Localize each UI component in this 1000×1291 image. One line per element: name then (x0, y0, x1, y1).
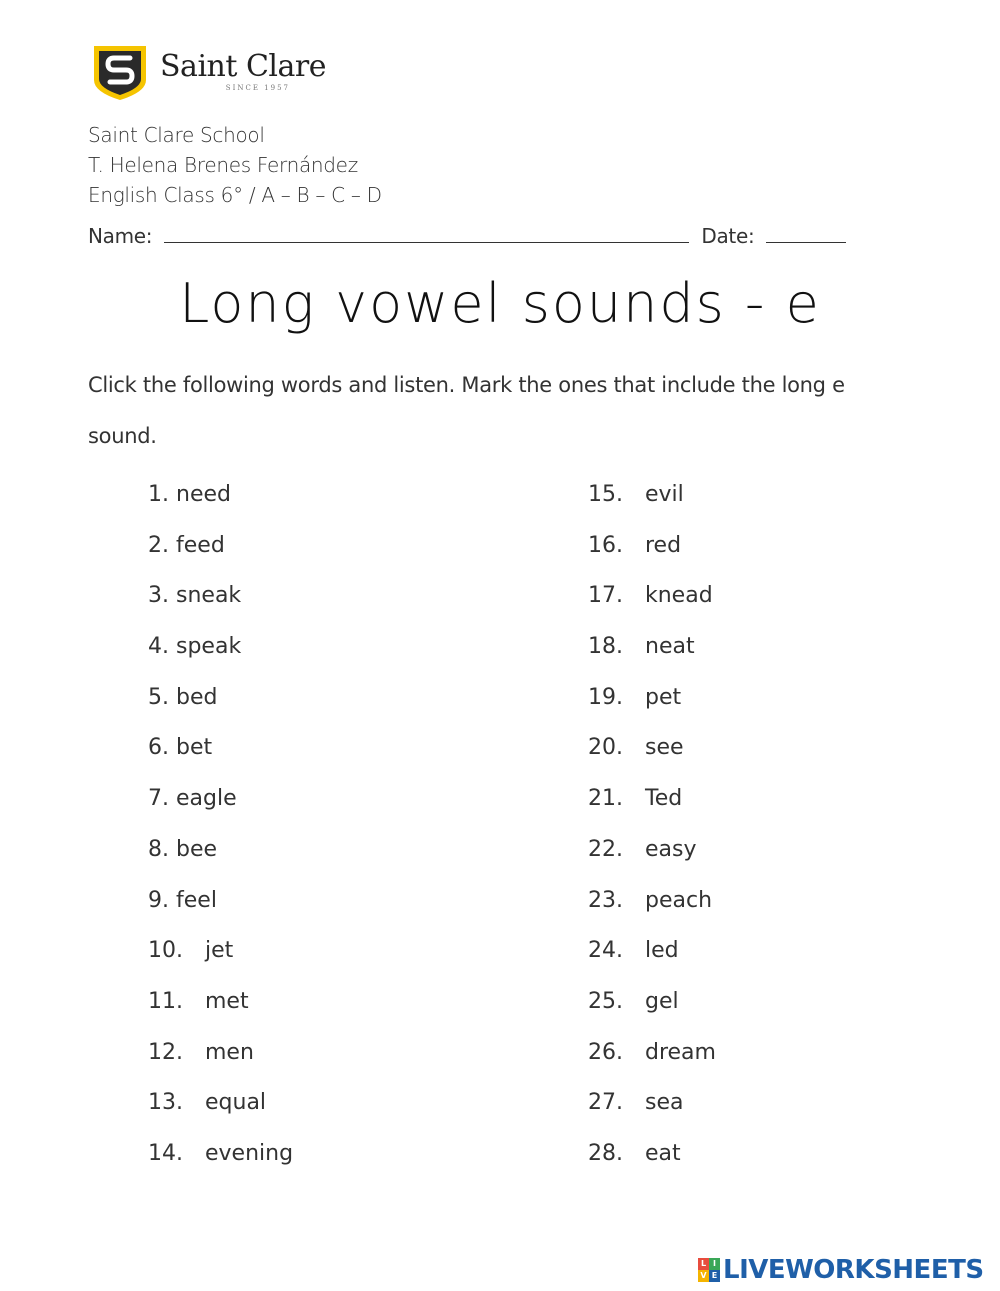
logo-since: SINCE 1957 (225, 84, 290, 92)
badge-letter: I (709, 1258, 720, 1270)
word-item[interactable]: 19. pet (588, 684, 682, 710)
word-item[interactable]: 23. peach (588, 887, 713, 913)
shield-logo-icon (88, 40, 152, 104)
badge-letter: L (698, 1258, 709, 1270)
word-item[interactable]: 4. speak (148, 634, 242, 660)
header-info (88, 120, 382, 210)
name-label: Name: (88, 224, 153, 248)
word-item[interactable]: 1. need (148, 482, 231, 507)
word-item[interactable]: 17. knead (588, 583, 713, 609)
word-item[interactable]: 16. red (588, 532, 682, 558)
instructions: Click the following words and listen. Mark the ones that include the long e sound. (88, 373, 845, 448)
word-item[interactable]: 12. men (148, 1039, 254, 1065)
word-item[interactable]: 21. Ted (588, 786, 683, 812)
word-item[interactable]: 10. jet (148, 938, 234, 964)
name-date-line (88, 224, 846, 248)
school-logo (88, 40, 326, 104)
word-item[interactable]: 20. see (588, 735, 684, 761)
logo-wordmark: Saint Clare (160, 49, 326, 84)
class-info: English Class 6° / A – B – C – D (88, 183, 382, 207)
teacher-name: T. Helena Brenes Fernández (88, 153, 358, 177)
word-item[interactable]: 22. easy (588, 836, 697, 862)
word-item[interactable]: 14. evening (148, 1140, 294, 1166)
word-item[interactable]: 3. sneak (148, 583, 242, 609)
date-blank (766, 224, 846, 243)
word-item[interactable]: 27. sea (588, 1090, 684, 1116)
word-item[interactable]: 2. feed (148, 532, 225, 558)
word-item[interactable]: 15. evil (588, 482, 684, 507)
word-item[interactable]: 25. gel (588, 988, 679, 1014)
badge-letter: E (709, 1270, 720, 1282)
word-item[interactable]: 6. bet (148, 735, 213, 761)
school-name: Saint Clare School (88, 123, 265, 147)
word-item[interactable]: 11. met (148, 988, 249, 1014)
badge-letter: V (698, 1270, 709, 1282)
date-label: Date: (701, 224, 755, 248)
word-item[interactable]: 13. equal (148, 1090, 267, 1116)
liveworksheets-badge-icon (698, 1258, 720, 1282)
word-item[interactable]: 26. dream (588, 1039, 716, 1065)
word-item[interactable]: 9. feel (148, 887, 217, 913)
word-list-left (148, 470, 293, 1180)
word-item[interactable]: 5. bed (148, 684, 218, 710)
word-item[interactable]: 18. neat (588, 634, 695, 660)
page-title: Long vowel sounds - e (179, 272, 821, 335)
word-list-right (588, 470, 716, 1180)
word-item[interactable]: 24. led (588, 938, 679, 964)
word-item[interactable]: 8. bee (148, 836, 218, 862)
name-blank (164, 224, 689, 243)
liveworksheets-wordmark: LIVEWORKSHEETS (723, 1255, 984, 1285)
liveworksheets-logo[interactable] (698, 1255, 984, 1285)
word-item[interactable]: 28. eat (588, 1140, 681, 1166)
word-item[interactable]: 7. eagle (148, 786, 237, 812)
